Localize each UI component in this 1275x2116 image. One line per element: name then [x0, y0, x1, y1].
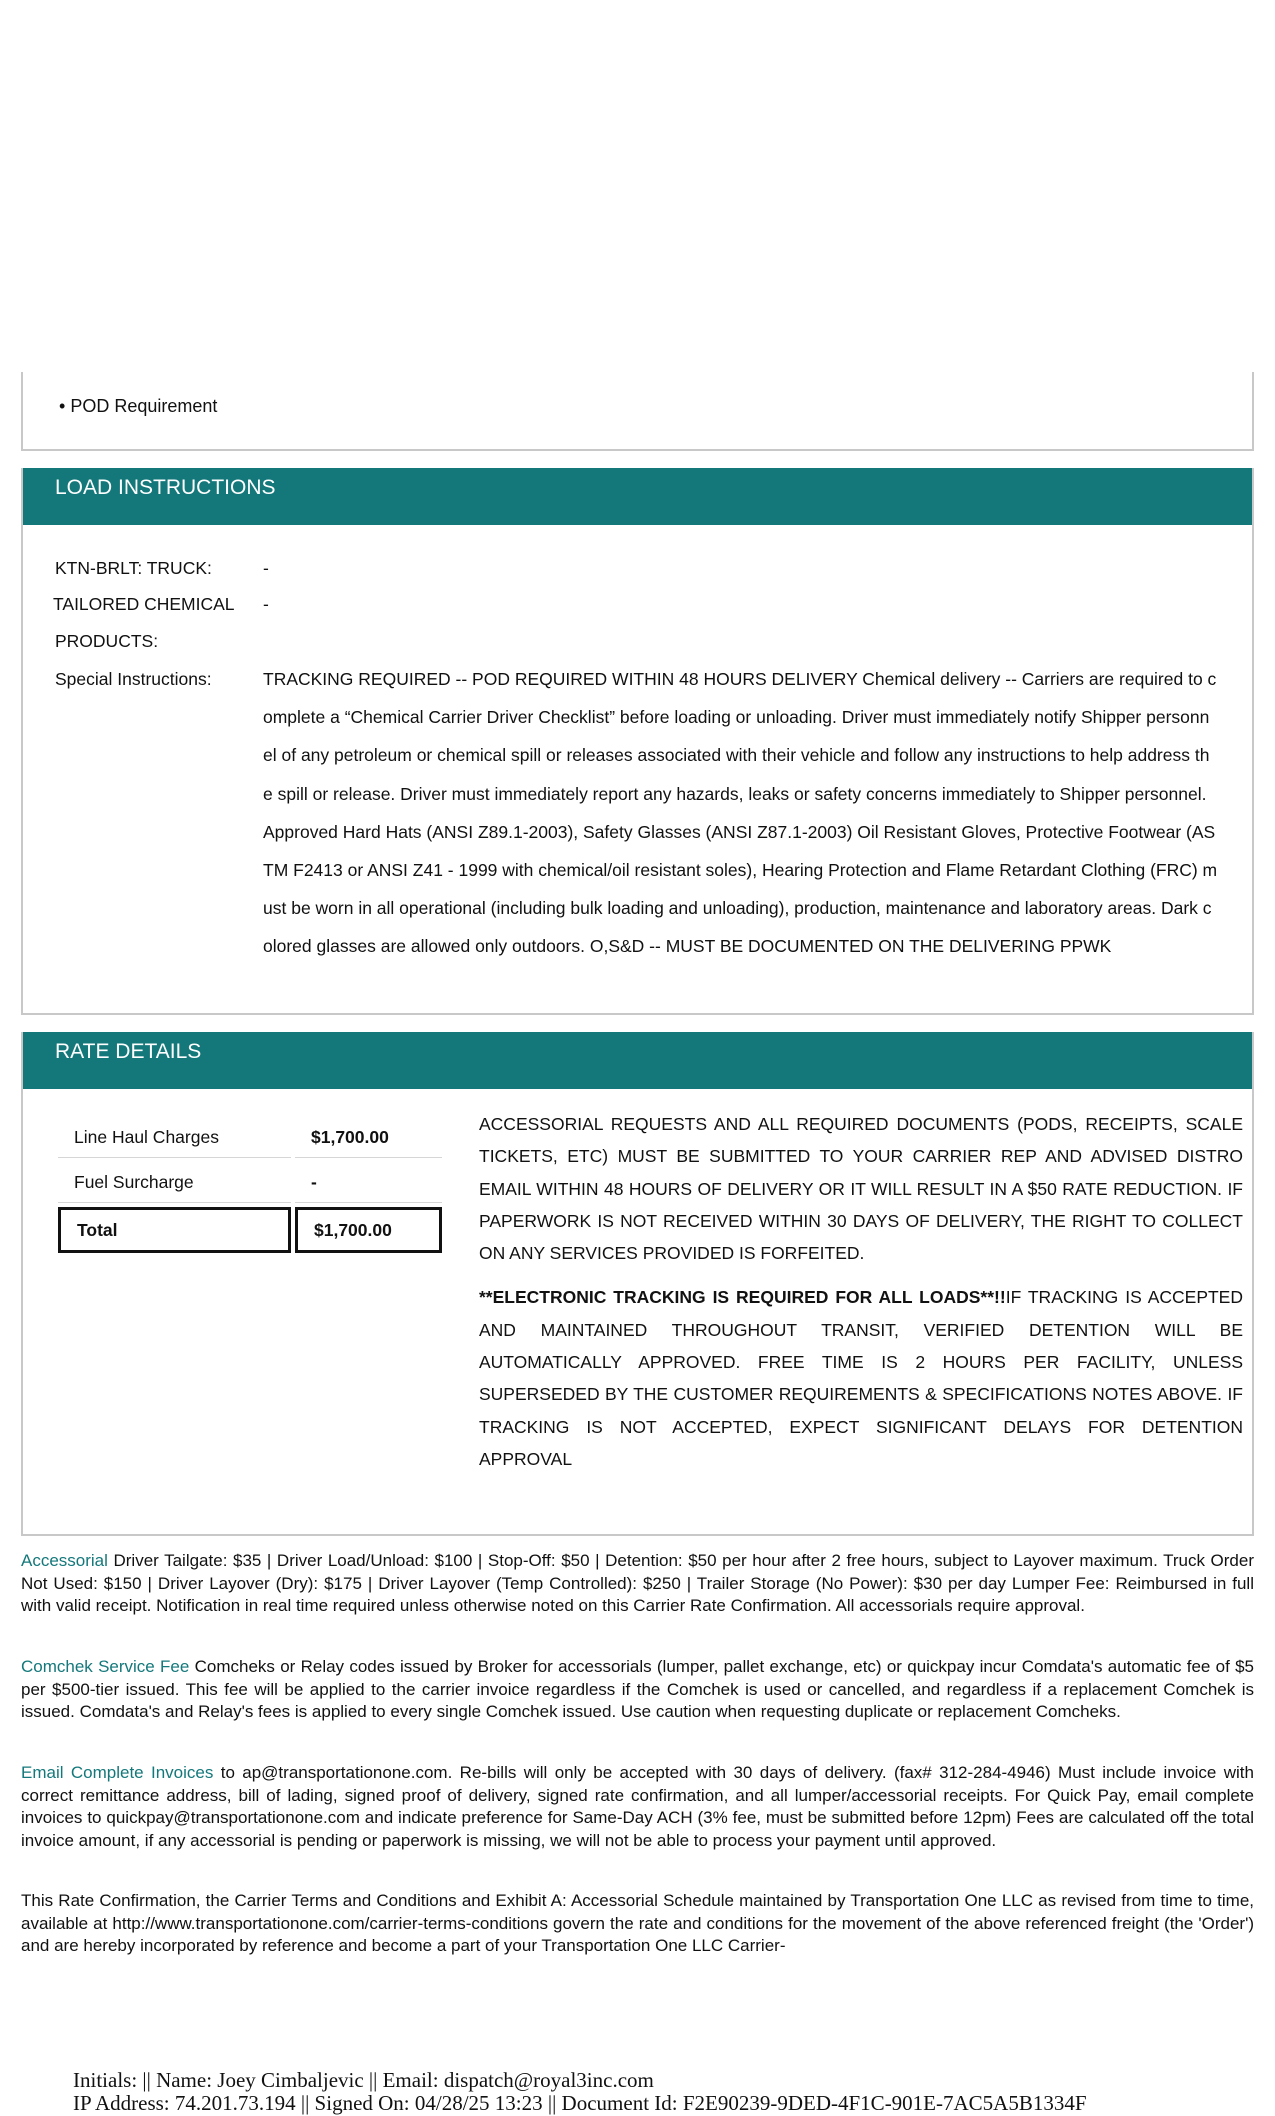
load-row-label: TAILORED CHEMICAL [53, 594, 235, 614]
rate-note-tracking-text: IF TRACKING IS ACCEPTED AND MAINTAINED THROUGHOUT TRANSIT, VERIFIED DETENTION WILL BE AUTOMATICALLY APPROVED. FREE TIME IS 2 HOURS PER FACILITY, UNLESS SUPERSEDED BY THE CUSTOMER REQUIREMENTS & SPECIFICATIONS NOTES ABOVE. IF TRACKING IS NOT ACCEPTED, EXPECT SIGNIFICANT DELAYS FOR DETENTION APPROVAL [479, 1287, 1243, 1469]
pod-requirement-label: POD Requirement [70, 396, 218, 416]
rate-row-line-haul [58, 1116, 442, 1158]
rate-note-tracking [479, 1281, 1243, 1475]
pod-requirements-box [21, 372, 1254, 451]
rate-value: - [295, 1161, 442, 1203]
load-row-value: - [263, 594, 269, 614]
special-instructions-row [23, 660, 1252, 990]
signature-line-1: Initials: || Name: Joey Cimbaljevic || Email: dispatch@royal3inc.com [73, 2068, 654, 2092]
rate-label: Fuel Surcharge [58, 1161, 291, 1203]
special-instructions-text: TRACKING REQUIRED -- POD REQUIRED WITHIN 48 HOURS DELIVERY Chemical delivery -- Carriers are required to complete a “Chemical Carrier Driver Checklist” before loading or unloading. Driver must immediately notify Shipper personnel of any petroleum or chemical spill or releases associated with their vehicle and follow any instructions to help address the spill or release. Driver must immediately report any hazards, leaks or safety concerns immediately to Shipper personnel. Approved Hard Hats (ANSI Z89.1-2003), Safety Glasses (ANSI Z87.1-2003) Oil Resistant Gloves, Protective Footwear (ASTM F2413 or ANSI Z41 - 1999 with chemical/oil resistant soles), Hearing Protection and Flame Retardant Clothing (FRC) must be worn in all operational (including bulk loading and unloading), production, maintenance and laboratory areas. Dark colored glasses are allowed only outdoors. O,S&D -- MUST BE DOCUMENTED ON THE DELIVERING PPWK [263, 669, 1218, 957]
signature-line-2: IP Address: 74.201.73.194 || Signed On: 04/28/25 13:23 || Document Id: F2E90239-9DED-4F1C-901E-7AC5A5B1334F [73, 2091, 1087, 2115]
rate-value: $1,700.00 [295, 1116, 442, 1158]
rate-value: $1,700.00 [295, 1207, 442, 1253]
rate-row-total [58, 1207, 442, 1249]
load-instructions-header: LOAD INSTRUCTIONS [23, 468, 1252, 525]
load-row-value: - [263, 558, 269, 578]
accessorial-text: Driver Tailgate: $35 | Driver Load/Unload: $100 | Stop-Off: $50 | Detention: $50 per hour after 2 free hours, subject to Layover maximum. Truck Order Not Used: $150 | Driver Layover (Dry): $175 | Driver Layover (Temp Controlled): $250 | Trailer Storage (No Power): $30 per day Lumper Fee: Reimbursed in full with valid receipt. Notification in real time required unless otherwise noted on this Carrier Rate Confirmation. All accessorials require approval. [21, 1551, 1254, 1615]
rate-note-tracking-bold: **ELECTRONIC TRACKING IS REQUIRED FOR ALL LOADS**!! [479, 1287, 1006, 1308]
special-instructions-label: Special Instructions: [55, 669, 212, 689]
rate-label: Total [58, 1207, 291, 1253]
terms-text: This Rate Confirmation, the Carrier Terms and Conditions and Exhibit A: Accessorial Schedule maintained by Transportation One LLC as revised from time to time, available at http://www.transportationone.com/carrier-terms-conditions govern the rate and conditions for the movement of the above referenced freight (the 'Order') and are hereby incorporated by reference and become a part of your Transportation One LLC Carrier- [21, 1891, 1254, 1955]
accessorial-lead: Accessorial [21, 1551, 108, 1570]
comchek-lead: Comchek Service Fee [21, 1657, 190, 1676]
invoice-paragraph [21, 1762, 1254, 1852]
comchek-text: Comcheks or Relay codes issued by Broker for accessorials (lumper, pallet exchange, etc) or quickpay incur Comdata's automatic fee of $5 per $500-tier issued. This fee will be applied to the carrier invoice regardless if the Comchek is used or cancelled, and regardless if a replacement Comchek is issued. Comdata's and Relay's fees is applied to every single Comchek issued. Use caution when requesting duplicate or replacement Comcheks. [21, 1657, 1254, 1721]
invoice-text: to ap@transportationone.com. Re-bills will only be accepted with 30 days of delivery. (fax# 312-284-4946) Must include invoice with correct remittance address, bill of lading, signed proof of delivery, signed rate confirmation, and all lumper/accessorial receipts. For Quick Pay, email complete invoices to quickpay@transportationone.com and indicate preference for Same-Day ACH (3% fee, must be submitted before 12pm) Fees are calculated off the total invoice amount, if any accessorial is pending or paperwork is missing, we will not be able to process your payment until approved. [21, 1763, 1254, 1850]
comchek-paragraph [21, 1656, 1254, 1724]
terms-paragraph [21, 1890, 1254, 1958]
accessorial-paragraph [21, 1550, 1254, 1618]
pod-requirement-item: • POD Requirement [59, 396, 218, 416]
rate-details-header: RATE DETAILS [23, 1032, 1252, 1089]
rate-note-paperwork: ACCESSORIAL REQUESTS AND ALL REQUIRED DOCUMENTS (PODS, RECEIPTS, SCALE TICKETS, ETC) MUST BE SUBMITTED TO YOUR CARRIER REP AND ADVISED DISTRO EMAIL WITHIN 48 HOURS OF DELIVERY OR IT WILL RESULT IN A $50 RATE REDUCTION. IF PAPERWORK IS NOT RECEIVED WITHIN 30 DAYS OF DELIVERY, THE RIGHT TO COLLECT ON ANY SERVICES PROVIDED IS FORFEITED. [479, 1114, 1243, 1264]
load-instructions-section [21, 468, 1254, 1015]
rate-details-section [21, 1032, 1254, 1536]
rate-row-fuel [58, 1161, 442, 1203]
rate-label: Line Haul Charges [58, 1116, 291, 1158]
invoice-lead: Email Complete Invoices [21, 1763, 214, 1782]
rate-notes [479, 1108, 1243, 1487]
load-row-label: PRODUCTS: [55, 631, 159, 651]
load-row-label: KTN-BRLT: TRUCK: [55, 558, 212, 578]
